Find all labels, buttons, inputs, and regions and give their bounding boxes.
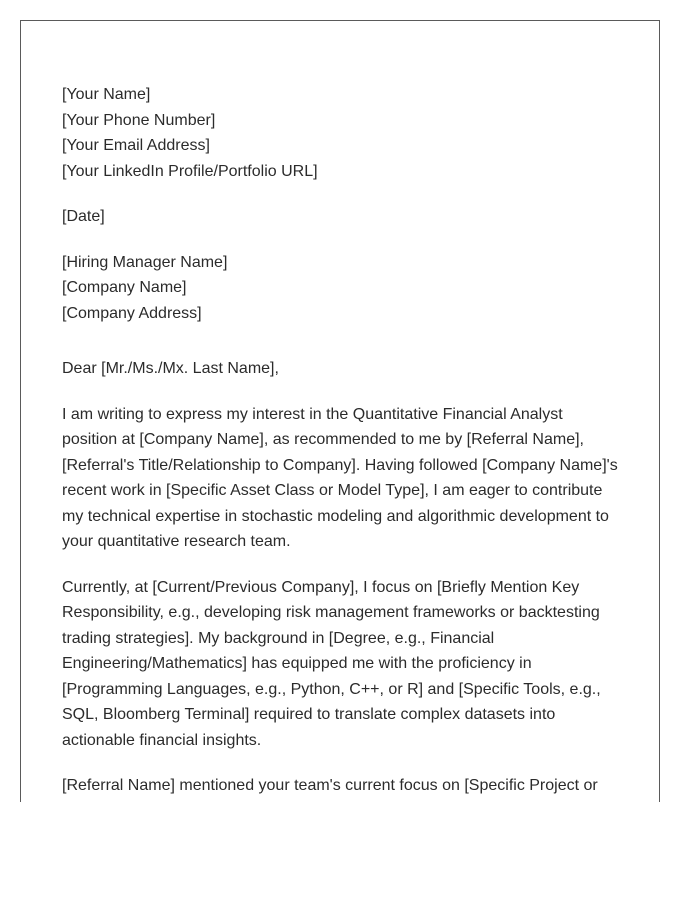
sender-block <box>62 82 627 184</box>
recipient-address: [Company Address] <box>62 304 202 322</box>
letter-content <box>62 82 627 802</box>
recipient-hiring-manager: [Hiring Manager Name] <box>62 253 228 271</box>
letter-date: [Date] <box>62 208 105 225</box>
paragraph-line: [Programming Languages, e.g., Python, C++, or R] and [Specific Tools, e.g., <box>62 680 601 698</box>
paragraph-line: Responsibility, e.g., developing risk management frameworks or backtesting <box>62 604 600 621</box>
sender-email: [Your Email Address] <box>62 137 210 154</box>
paragraph-line: your quantitative research team. <box>62 533 291 550</box>
paragraph-line: I am writing to express my interest in the Quantitative Financial Analyst <box>62 405 563 423</box>
sender-phone: [Your Phone Number] <box>62 111 216 129</box>
sender-name: [Your Name] <box>62 86 151 103</box>
paragraph-line: Engineering/Mathematics] has equipped me with the proficiency in <box>62 655 532 672</box>
paragraph-line: Currently, at [Current/Previous Company], I focus on [Briefly Mention Key <box>62 578 580 596</box>
paragraph-line: trading strategies]. My background in [Degree, e.g., Financial <box>62 629 495 647</box>
paragraph-3 <box>62 773 627 799</box>
paragraph-line: [Referral Name] mentioned your team's current focus on [Specific Project or <box>62 777 598 794</box>
recipient-block <box>62 250 627 327</box>
paragraph-line: [Referral's Title/Relationship to Company]. Having followed [Company Name]'s <box>62 456 618 474</box>
date-block <box>62 204 627 230</box>
document-page <box>20 20 660 802</box>
paragraph-line: position at [Company Name], as recommended to me by [Referral Name], <box>62 431 584 448</box>
sender-url: [Your LinkedIn Profile/Portfolio URL] <box>62 162 318 180</box>
paragraph-line: recent work in [Specific Asset Class or Model Type], I am eager to contribute <box>62 482 603 499</box>
salutation <box>62 356 627 382</box>
paragraph-1 <box>62 402 627 555</box>
paragraph-line: actionable financial insights. <box>62 731 262 749</box>
paragraph-line: my technical expertise in stochastic modeling and algorithmic development to <box>62 507 609 525</box>
paragraph-line: SQL, Bloomberg Terminal] required to translate complex datasets into <box>62 706 556 723</box>
paragraph-2 <box>62 575 627 754</box>
salutation-text: Dear [Mr./Ms./Mx. Last Name], <box>62 360 279 377</box>
recipient-company: [Company Name] <box>62 279 187 296</box>
